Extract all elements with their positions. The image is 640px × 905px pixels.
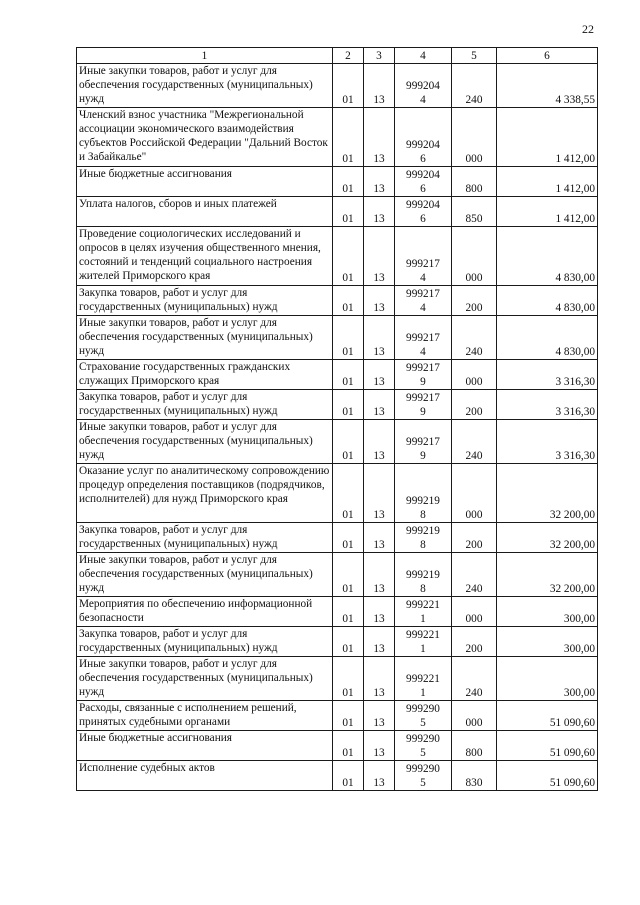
- row-target-article: [395, 108, 452, 167]
- row-subsection: 13: [364, 108, 395, 167]
- target-article-code: 999204: [406, 139, 440, 151]
- target-article-suffix: 5: [420, 747, 426, 759]
- row-name: Расходы, связанные с исполнением решений, принятых судебными органами: [77, 701, 333, 731]
- row-name: Закупка товаров, работ и услуг для государственных (муниципальных) нужд: [77, 390, 333, 420]
- row-amount: 4 830,00: [497, 316, 598, 360]
- row-target-article: [395, 360, 452, 390]
- row-expense-type: 240: [452, 64, 497, 108]
- table-row: [77, 360, 598, 390]
- target-article-code: 999221: [406, 629, 440, 641]
- header-row: [77, 48, 598, 64]
- target-article-code: 999219: [406, 569, 440, 581]
- row-name: Иные закупки товаров, работ и услуг для обеспечения государственных (муниципальных) нужд: [77, 657, 333, 701]
- row-section: 01: [333, 167, 364, 197]
- row-section: 01: [333, 523, 364, 553]
- row-target-article: [395, 286, 452, 316]
- row-expense-type: 800: [452, 167, 497, 197]
- table-row: [77, 701, 598, 731]
- target-article-code: 999221: [406, 673, 440, 685]
- row-amount: 300,00: [497, 657, 598, 701]
- row-subsection: 13: [364, 597, 395, 627]
- row-amount: 300,00: [497, 627, 598, 657]
- header-target-article: 4: [395, 48, 452, 64]
- row-subsection: 13: [364, 523, 395, 553]
- row-name: Иные закупки товаров, работ и услуг для обеспечения государственных (муниципальных) нужд: [77, 420, 333, 464]
- table-row: [77, 167, 598, 197]
- row-target-article: [395, 390, 452, 420]
- row-subsection: 13: [364, 197, 395, 227]
- row-section: 01: [333, 64, 364, 108]
- target-article-suffix: 9: [420, 406, 426, 418]
- target-article-code: 999219: [406, 525, 440, 537]
- row-expense-type: 000: [452, 701, 497, 731]
- table-row: [77, 761, 598, 791]
- table-row: [77, 523, 598, 553]
- row-amount: 51 090,60: [497, 701, 598, 731]
- target-article-code: 999217: [406, 288, 440, 300]
- row-section: 01: [333, 701, 364, 731]
- header-subsection: 3: [364, 48, 395, 64]
- row-target-article: [395, 420, 452, 464]
- row-subsection: 13: [364, 64, 395, 108]
- row-expense-type: 240: [452, 316, 497, 360]
- row-name: Иные закупки товаров, работ и услуг для обеспечения государственных (муниципальных) нужд: [77, 553, 333, 597]
- row-target-article: [395, 731, 452, 761]
- row-name: Проведение социологических исследований и опросов в целях изучения общественного мнения, состояний и тенденций социального настроения жителей Приморского края: [77, 227, 333, 286]
- row-subsection: 13: [364, 420, 395, 464]
- row-name: Уплата налогов, сборов и иных платежей: [77, 197, 333, 227]
- row-target-article: [395, 627, 452, 657]
- header-expense-type: 5: [452, 48, 497, 64]
- row-name: Страхование государственных гражданских служащих Приморского края: [77, 360, 333, 390]
- row-name: Исполнение судебных актов: [77, 761, 333, 791]
- table-row: [77, 197, 598, 227]
- row-expense-type: 000: [452, 597, 497, 627]
- row-expense-type: 800: [452, 731, 497, 761]
- row-amount: 3 316,30: [497, 360, 598, 390]
- row-target-article: [395, 553, 452, 597]
- header-section: 2: [333, 48, 364, 64]
- row-target-article: [395, 657, 452, 701]
- row-section: 01: [333, 197, 364, 227]
- row-amount: 3 316,30: [497, 390, 598, 420]
- row-expense-type: 000: [452, 360, 497, 390]
- row-section: 01: [333, 316, 364, 360]
- row-name: Членский взнос участника "Межрегиональной ассоциации экономического взаимодействия субъектов Российской Федерации "Дальний Восток и Забайкалье": [77, 108, 333, 167]
- row-name: Оказание услуг по аналитическому сопровождению процедур определения поставщиков (подрядчиков, исполнителей) для нужд Приморского края: [77, 464, 333, 523]
- table-row: [77, 597, 598, 627]
- row-section: 01: [333, 731, 364, 761]
- row-name: Иные закупки товаров, работ и услуг для обеспечения государственных (муниципальных) нужд: [77, 316, 333, 360]
- target-article-code: 999217: [406, 436, 440, 448]
- target-article-code: 999290: [406, 763, 440, 775]
- row-target-article: [395, 227, 452, 286]
- row-section: 01: [333, 553, 364, 597]
- row-subsection: 13: [364, 316, 395, 360]
- row-amount: 3 316,30: [497, 420, 598, 464]
- row-amount: 32 200,00: [497, 553, 598, 597]
- row-expense-type: 000: [452, 227, 497, 286]
- target-article-code: 999217: [406, 362, 440, 374]
- table-row: [77, 731, 598, 761]
- row-name: Иные закупки товаров, работ и услуг для обеспечения государственных (муниципальных) нужд: [77, 64, 333, 108]
- row-target-article: [395, 464, 452, 523]
- row-target-article: [395, 316, 452, 360]
- row-subsection: 13: [364, 657, 395, 701]
- target-article-suffix: 6: [420, 183, 426, 195]
- target-article-code: 999219: [406, 495, 440, 507]
- target-article-suffix: 4: [420, 272, 426, 284]
- table-row: [77, 420, 598, 464]
- row-expense-type: 000: [452, 464, 497, 523]
- target-article-suffix: 5: [420, 717, 426, 729]
- row-subsection: 13: [364, 167, 395, 197]
- target-article-code: 999204: [406, 169, 440, 181]
- row-name: Закупка товаров, работ и услуг для государственных (муниципальных) нужд: [77, 627, 333, 657]
- target-article-suffix: 5: [420, 777, 426, 789]
- row-amount: 1 412,00: [497, 197, 598, 227]
- row-amount: 32 200,00: [497, 523, 598, 553]
- row-subsection: 13: [364, 360, 395, 390]
- target-article-code: 999204: [406, 80, 440, 92]
- row-expense-type: 200: [452, 390, 497, 420]
- row-amount: 4 338,55: [497, 64, 598, 108]
- page-number: 22: [582, 22, 594, 36]
- table-row: [77, 108, 598, 167]
- row-subsection: 13: [364, 390, 395, 420]
- row-section: 01: [333, 108, 364, 167]
- target-article-suffix: 6: [420, 153, 426, 165]
- header-name: 1: [77, 48, 333, 64]
- row-amount: 1 412,00: [497, 108, 598, 167]
- row-expense-type: 850: [452, 197, 497, 227]
- row-subsection: 13: [364, 627, 395, 657]
- target-article-suffix: 8: [420, 539, 426, 551]
- row-amount: 51 090,60: [497, 761, 598, 791]
- target-article-suffix: 1: [420, 643, 426, 655]
- target-article-suffix: 9: [420, 376, 426, 388]
- target-article-suffix: 8: [420, 583, 426, 595]
- row-target-article: [395, 701, 452, 731]
- table-header: [77, 48, 598, 64]
- target-article-code: 999217: [406, 392, 440, 404]
- row-expense-type: 830: [452, 761, 497, 791]
- row-name: Закупка товаров, работ и услуг для государственных (муниципальных) нужд: [77, 523, 333, 553]
- row-section: 01: [333, 627, 364, 657]
- row-section: 01: [333, 286, 364, 316]
- row-amount: 300,00: [497, 597, 598, 627]
- row-subsection: 13: [364, 761, 395, 791]
- table-row: [77, 657, 598, 701]
- row-expense-type: 200: [452, 523, 497, 553]
- table-row: [77, 64, 598, 108]
- row-subsection: 13: [364, 701, 395, 731]
- target-article-suffix: 4: [420, 94, 426, 106]
- row-section: 01: [333, 657, 364, 701]
- row-section: 01: [333, 464, 364, 523]
- row-amount: 1 412,00: [497, 167, 598, 197]
- table-row: [77, 464, 598, 523]
- row-section: 01: [333, 360, 364, 390]
- row-target-article: [395, 523, 452, 553]
- row-subsection: 13: [364, 464, 395, 523]
- target-article-code: 999290: [406, 733, 440, 745]
- row-expense-type: 240: [452, 657, 497, 701]
- row-section: 01: [333, 390, 364, 420]
- row-amount: 32 200,00: [497, 464, 598, 523]
- row-name: Иные бюджетные ассигнования: [77, 167, 333, 197]
- target-article-code: 999217: [406, 332, 440, 344]
- header-amount: 6: [497, 48, 598, 64]
- row-subsection: 13: [364, 553, 395, 597]
- target-article-suffix: 9: [420, 450, 426, 462]
- row-expense-type: 000: [452, 108, 497, 167]
- table-row: [77, 316, 598, 360]
- target-article-suffix: 8: [420, 509, 426, 521]
- row-target-article: [395, 64, 452, 108]
- row-section: 01: [333, 761, 364, 791]
- table-row: [77, 286, 598, 316]
- row-subsection: 13: [364, 286, 395, 316]
- row-amount: 4 830,00: [497, 227, 598, 286]
- row-section: 01: [333, 597, 364, 627]
- row-target-article: [395, 597, 452, 627]
- row-target-article: [395, 197, 452, 227]
- row-expense-type: 240: [452, 420, 497, 464]
- row-subsection: 13: [364, 731, 395, 761]
- row-name: Закупка товаров, работ и услуг для государственных (муниципальных) нужд: [77, 286, 333, 316]
- target-article-suffix: 4: [420, 346, 426, 358]
- table-body: [77, 64, 598, 791]
- row-amount: 4 830,00: [497, 286, 598, 316]
- target-article-code: 999290: [406, 703, 440, 715]
- row-target-article: [395, 761, 452, 791]
- target-article-code: 999221: [406, 599, 440, 611]
- table-row: [77, 390, 598, 420]
- target-article-suffix: 1: [420, 613, 426, 625]
- row-subsection: 13: [364, 227, 395, 286]
- row-section: 01: [333, 227, 364, 286]
- budget-table: [76, 47, 598, 791]
- table-row: [77, 553, 598, 597]
- row-name: Иные бюджетные ассигнования: [77, 731, 333, 761]
- row-name: Мероприятия по обеспечению информационной безопасности: [77, 597, 333, 627]
- target-article-code: 999217: [406, 258, 440, 270]
- row-expense-type: 200: [452, 286, 497, 316]
- target-article-suffix: 4: [420, 302, 426, 314]
- row-expense-type: 240: [452, 553, 497, 597]
- target-article-suffix: 6: [420, 213, 426, 225]
- row-expense-type: 200: [452, 627, 497, 657]
- target-article-suffix: 1: [420, 687, 426, 699]
- table-row: [77, 627, 598, 657]
- table-row: [77, 227, 598, 286]
- row-section: 01: [333, 420, 364, 464]
- target-article-code: 999204: [406, 199, 440, 211]
- row-amount: 51 090,60: [497, 731, 598, 761]
- row-target-article: [395, 167, 452, 197]
